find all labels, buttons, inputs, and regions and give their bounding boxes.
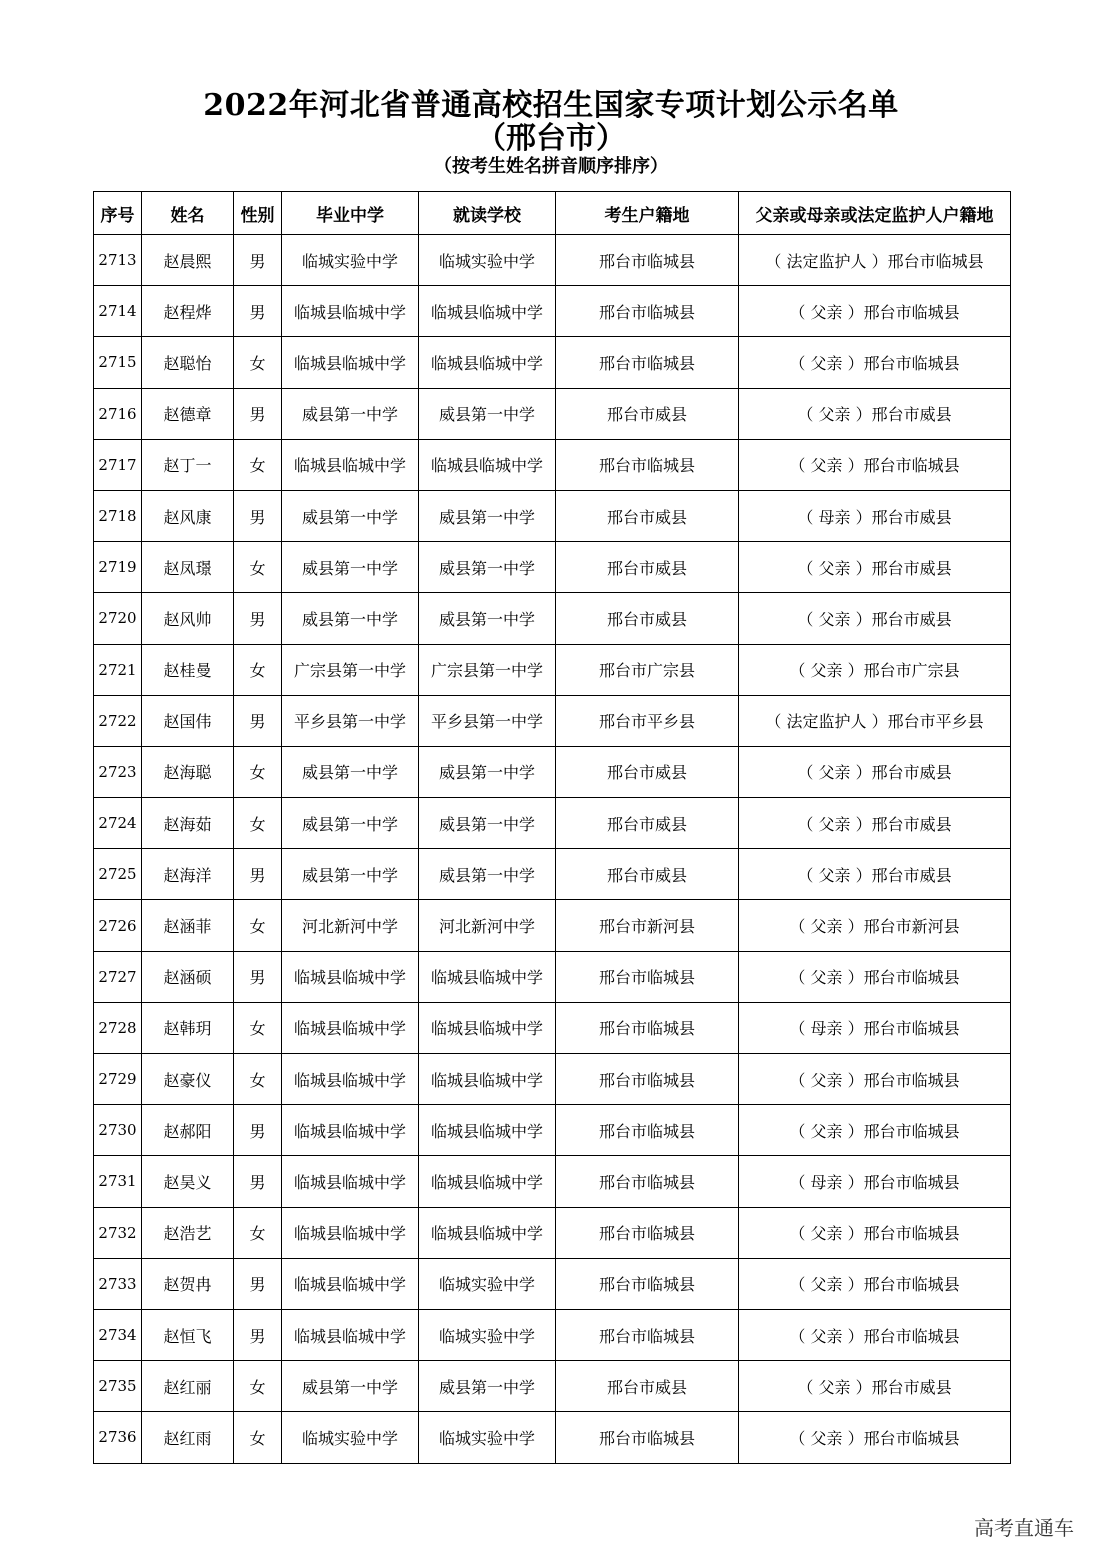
cell-gender: 女 (234, 337, 282, 388)
cell-current-school: 临城县临城中学 (419, 1207, 556, 1258)
cell-graduation-school: 河北新河中学 (282, 900, 419, 951)
cell-gender: 男 (234, 490, 282, 541)
cell-index: 2719 (94, 542, 142, 593)
cell-household-registration: 邢台市威县 (556, 849, 739, 900)
cell-gender: 男 (234, 1258, 282, 1309)
col-header-household-registration: 考生户籍地 (556, 192, 739, 235)
cell-current-school: 威县第一中学 (419, 798, 556, 849)
cell-name: 赵红丽 (142, 1361, 234, 1412)
table-row (94, 1156, 1011, 1207)
cell-index: 2718 (94, 490, 142, 541)
cell-name: 赵德章 (142, 388, 234, 439)
cell-current-school: 临城县临城中学 (419, 439, 556, 490)
table-row (94, 388, 1011, 439)
cell-name: 赵晨熙 (142, 235, 234, 286)
table-row (94, 490, 1011, 541)
col-header-graduation-school: 毕业中学 (282, 192, 419, 235)
cell-guardian-registration: （ 法定监护人 ）邢台市平乡县 (739, 695, 1011, 746)
cell-guardian-registration: （ 父亲 ）邢台市新河县 (739, 900, 1011, 951)
cell-guardian-registration: （ 父亲 ）邢台市威县 (739, 542, 1011, 593)
cell-graduation-school: 广宗县第一中学 (282, 644, 419, 695)
cell-graduation-school: 临城县临城中学 (282, 951, 419, 1002)
page-title: 2022年河北省普通高校招生国家专项计划公示名单 (203, 88, 899, 123)
cell-gender: 女 (234, 1361, 282, 1412)
cell-gender: 女 (234, 1002, 282, 1053)
cell-guardian-registration: （ 父亲 ）邢台市威县 (739, 746, 1011, 797)
cell-name: 赵涵硕 (142, 951, 234, 1002)
cell-name: 赵凤璟 (142, 542, 234, 593)
cell-gender: 男 (234, 1105, 282, 1156)
col-header-current-school: 就读学校 (419, 192, 556, 235)
watermark: 高考直通车 (974, 1516, 1074, 1540)
col-header-name: 姓名 (142, 192, 234, 235)
cell-index: 2729 (94, 1054, 142, 1105)
cell-name: 赵郝阳 (142, 1105, 234, 1156)
cell-guardian-registration: （ 父亲 ）邢台市威县 (739, 388, 1011, 439)
cell-guardian-registration: （ 父亲 ）邢台市广宗县 (739, 644, 1011, 695)
cell-guardian-registration: （ 母亲 ）邢台市临城县 (739, 1002, 1011, 1053)
cell-graduation-school: 威县第一中学 (282, 798, 419, 849)
cell-current-school: 威县第一中学 (419, 490, 556, 541)
table-row (94, 746, 1011, 797)
cell-name: 赵贺冉 (142, 1258, 234, 1309)
cell-household-registration: 邢台市临城县 (556, 1156, 739, 1207)
cell-index: 2724 (94, 798, 142, 849)
cell-current-school: 临城县临城中学 (419, 951, 556, 1002)
cell-gender: 男 (234, 286, 282, 337)
cell-guardian-registration: （ 父亲 ）邢台市临城县 (739, 951, 1011, 1002)
cell-index: 2736 (94, 1412, 142, 1463)
cell-index: 2726 (94, 900, 142, 951)
table-row (94, 849, 1011, 900)
cell-household-registration: 邢台市临城县 (556, 235, 739, 286)
cell-name: 赵聪怡 (142, 337, 234, 388)
header-row (94, 192, 1011, 235)
cell-household-registration: 邢台市临城县 (556, 1002, 739, 1053)
cell-index: 2715 (94, 337, 142, 388)
cell-current-school: 临城县临城中学 (419, 286, 556, 337)
cell-household-registration: 邢台市临城县 (556, 439, 739, 490)
cell-household-registration: 邢台市平乡县 (556, 695, 739, 746)
cell-guardian-registration: （ 父亲 ）邢台市临城县 (739, 337, 1011, 388)
cell-guardian-registration: （ 父亲 ）邢台市威县 (739, 1361, 1011, 1412)
cell-index: 2717 (94, 439, 142, 490)
cell-guardian-registration: （ 父亲 ）邢台市临城县 (739, 1258, 1011, 1309)
cell-current-school: 威县第一中学 (419, 542, 556, 593)
cell-guardian-registration: （ 父亲 ）邢台市威县 (739, 798, 1011, 849)
cell-household-registration: 邢台市临城县 (556, 951, 739, 1002)
cell-current-school: 临城县临城中学 (419, 1002, 556, 1053)
cell-gender: 男 (234, 1156, 282, 1207)
table-row (94, 798, 1011, 849)
cell-gender: 男 (234, 849, 282, 900)
cell-name: 赵风康 (142, 490, 234, 541)
cell-graduation-school: 威县第一中学 (282, 593, 419, 644)
cell-index: 2720 (94, 593, 142, 644)
cell-graduation-school: 临城县临城中学 (282, 337, 419, 388)
col-header-index: 序号 (94, 192, 142, 235)
table-row (94, 1258, 1011, 1309)
cell-index: 2723 (94, 746, 142, 797)
cell-name: 赵豪仪 (142, 1054, 234, 1105)
cell-name: 赵昊义 (142, 1156, 234, 1207)
cell-current-school: 威县第一中学 (419, 593, 556, 644)
cell-gender: 女 (234, 1054, 282, 1105)
cell-guardian-registration: （ 父亲 ）邢台市临城县 (739, 1105, 1011, 1156)
table-row (94, 337, 1011, 388)
table-row (94, 1105, 1011, 1156)
cell-current-school: 威县第一中学 (419, 1361, 556, 1412)
cell-current-school: 临城实验中学 (419, 1412, 556, 1463)
cell-graduation-school: 临城实验中学 (282, 235, 419, 286)
cell-current-school: 威县第一中学 (419, 746, 556, 797)
cell-index: 2722 (94, 695, 142, 746)
cell-guardian-registration: （ 父亲 ）邢台市威县 (739, 593, 1011, 644)
cell-current-school: 平乡县第一中学 (419, 695, 556, 746)
table-row (94, 1054, 1011, 1105)
cell-household-registration: 邢台市威县 (556, 746, 739, 797)
cell-index: 2732 (94, 1207, 142, 1258)
cell-guardian-registration: （ 法定监护人 ）邢台市临城县 (739, 235, 1011, 286)
cell-graduation-school: 威县第一中学 (282, 746, 419, 797)
cell-index: 2727 (94, 951, 142, 1002)
cell-gender: 女 (234, 1412, 282, 1463)
cell-name: 赵涵菲 (142, 900, 234, 951)
cell-household-registration: 邢台市临城县 (556, 1207, 739, 1258)
table-row (94, 951, 1011, 1002)
cell-current-school: 临城县临城中学 (419, 1054, 556, 1105)
cell-graduation-school: 临城县临城中学 (282, 286, 419, 337)
cell-gender: 男 (234, 388, 282, 439)
cell-current-school: 威县第一中学 (419, 849, 556, 900)
cell-gender: 女 (234, 746, 282, 797)
cell-index: 2734 (94, 1309, 142, 1360)
cell-graduation-school: 临城县临城中学 (282, 1156, 419, 1207)
cell-gender: 女 (234, 900, 282, 951)
cell-graduation-school: 威县第一中学 (282, 1361, 419, 1412)
cell-household-registration: 邢台市临城县 (556, 1258, 739, 1309)
cell-name: 赵风帅 (142, 593, 234, 644)
cell-current-school: 临城县临城中学 (419, 1156, 556, 1207)
cell-name: 赵海聪 (142, 746, 234, 797)
cell-household-registration: 邢台市威县 (556, 593, 739, 644)
cell-graduation-school: 平乡县第一中学 (282, 695, 419, 746)
cell-gender: 女 (234, 439, 282, 490)
cell-index: 2713 (94, 235, 142, 286)
cell-guardian-registration: （ 父亲 ）邢台市临城县 (739, 1207, 1011, 1258)
table-row (94, 1412, 1011, 1463)
cell-name: 赵海茹 (142, 798, 234, 849)
cell-household-registration: 邢台市广宗县 (556, 644, 739, 695)
cell-index: 2735 (94, 1361, 142, 1412)
cell-guardian-registration: （ 父亲 ）邢台市临城县 (739, 1054, 1011, 1105)
cell-name: 赵丁一 (142, 439, 234, 490)
cell-household-registration: 邢台市临城县 (556, 286, 739, 337)
cell-gender: 男 (234, 951, 282, 1002)
cell-gender: 女 (234, 542, 282, 593)
table-row (94, 235, 1011, 286)
table-row (94, 593, 1011, 644)
cell-name: 赵国伟 (142, 695, 234, 746)
cell-household-registration: 邢台市临城县 (556, 1105, 739, 1156)
cell-guardian-registration: （ 父亲 ）邢台市临城县 (739, 1412, 1011, 1463)
cell-index: 2721 (94, 644, 142, 695)
cell-graduation-school: 临城县临城中学 (282, 1207, 419, 1258)
cell-name: 赵浩艺 (142, 1207, 234, 1258)
table-row (94, 1002, 1011, 1053)
cell-current-school: 临城县临城中学 (419, 337, 556, 388)
col-header-gender: 性别 (234, 192, 282, 235)
table-row (94, 439, 1011, 490)
cell-gender: 男 (234, 695, 282, 746)
cell-current-school: 广宗县第一中学 (419, 644, 556, 695)
cell-graduation-school: 临城县临城中学 (282, 439, 419, 490)
page-subtitle: （邢台市） (476, 121, 626, 156)
cell-gender: 男 (234, 593, 282, 644)
table-row (94, 900, 1011, 951)
cell-index: 2730 (94, 1105, 142, 1156)
cell-graduation-school: 威县第一中学 (282, 849, 419, 900)
cell-household-registration: 邢台市临城县 (556, 337, 739, 388)
cell-guardian-registration: （ 母亲 ）邢台市威县 (739, 490, 1011, 541)
cell-graduation-school: 临城实验中学 (282, 1412, 419, 1463)
sort-note: （按考生姓名拼音顺序排序） (434, 156, 668, 177)
cell-current-school: 河北新河中学 (419, 900, 556, 951)
cell-index: 2731 (94, 1156, 142, 1207)
cell-graduation-school: 临城县临城中学 (282, 1258, 419, 1309)
cell-index: 2725 (94, 849, 142, 900)
cell-index: 2716 (94, 388, 142, 439)
cell-name: 赵程烨 (142, 286, 234, 337)
table-body (94, 235, 1011, 1464)
cell-name: 赵海洋 (142, 849, 234, 900)
cell-graduation-school: 临城县临城中学 (282, 1054, 419, 1105)
col-header-guardian-registration: 父亲或母亲或法定监护人户籍地 (739, 192, 1011, 235)
cell-household-registration: 邢台市威县 (556, 542, 739, 593)
cell-guardian-registration: （ 父亲 ）邢台市临城县 (739, 286, 1011, 337)
table-row (94, 542, 1011, 593)
table-row (94, 1207, 1011, 1258)
cell-guardian-registration: （ 母亲 ）邢台市临城县 (739, 1156, 1011, 1207)
cell-name: 赵韩玥 (142, 1002, 234, 1053)
cell-guardian-registration: （ 父亲 ）邢台市临城县 (739, 1309, 1011, 1360)
cell-household-registration: 邢台市威县 (556, 1361, 739, 1412)
cell-household-registration: 邢台市威县 (556, 388, 739, 439)
cell-household-registration: 邢台市威县 (556, 798, 739, 849)
cell-current-school: 威县第一中学 (419, 388, 556, 439)
cell-gender: 女 (234, 1207, 282, 1258)
table-row (94, 695, 1011, 746)
table-row (94, 644, 1011, 695)
cell-current-school: 临城实验中学 (419, 1309, 556, 1360)
cell-graduation-school: 临城县临城中学 (282, 1309, 419, 1360)
cell-household-registration: 邢台市临城县 (556, 1309, 739, 1360)
cell-gender: 女 (234, 798, 282, 849)
cell-household-registration: 邢台市临城县 (556, 1054, 739, 1105)
cell-index: 2728 (94, 1002, 142, 1053)
cell-gender: 女 (234, 644, 282, 695)
cell-graduation-school: 临城县临城中学 (282, 1105, 419, 1156)
table-row (94, 1309, 1011, 1360)
cell-guardian-registration: （ 父亲 ）邢台市临城县 (739, 439, 1011, 490)
cell-name: 赵恒飞 (142, 1309, 234, 1360)
cell-graduation-school: 威县第一中学 (282, 490, 419, 541)
table-row (94, 1361, 1011, 1412)
cell-household-registration: 邢台市新河县 (556, 900, 739, 951)
cell-current-school: 临城实验中学 (419, 1258, 556, 1309)
cell-household-registration: 邢台市威县 (556, 490, 739, 541)
cell-name: 赵桂曼 (142, 644, 234, 695)
table-row (94, 286, 1011, 337)
cell-gender: 男 (234, 1309, 282, 1360)
roster-table (93, 191, 1011, 1464)
cell-current-school: 临城县临城中学 (419, 1105, 556, 1156)
cell-current-school: 临城实验中学 (419, 235, 556, 286)
cell-graduation-school: 威县第一中学 (282, 542, 419, 593)
cell-gender: 男 (234, 235, 282, 286)
cell-household-registration: 邢台市临城县 (556, 1412, 739, 1463)
cell-guardian-registration: （ 父亲 ）邢台市威县 (739, 849, 1011, 900)
cell-graduation-school: 临城县临城中学 (282, 1002, 419, 1053)
cell-index: 2733 (94, 1258, 142, 1309)
cell-graduation-school: 威县第一中学 (282, 388, 419, 439)
cell-index: 2714 (94, 286, 142, 337)
cell-name: 赵红雨 (142, 1412, 234, 1463)
